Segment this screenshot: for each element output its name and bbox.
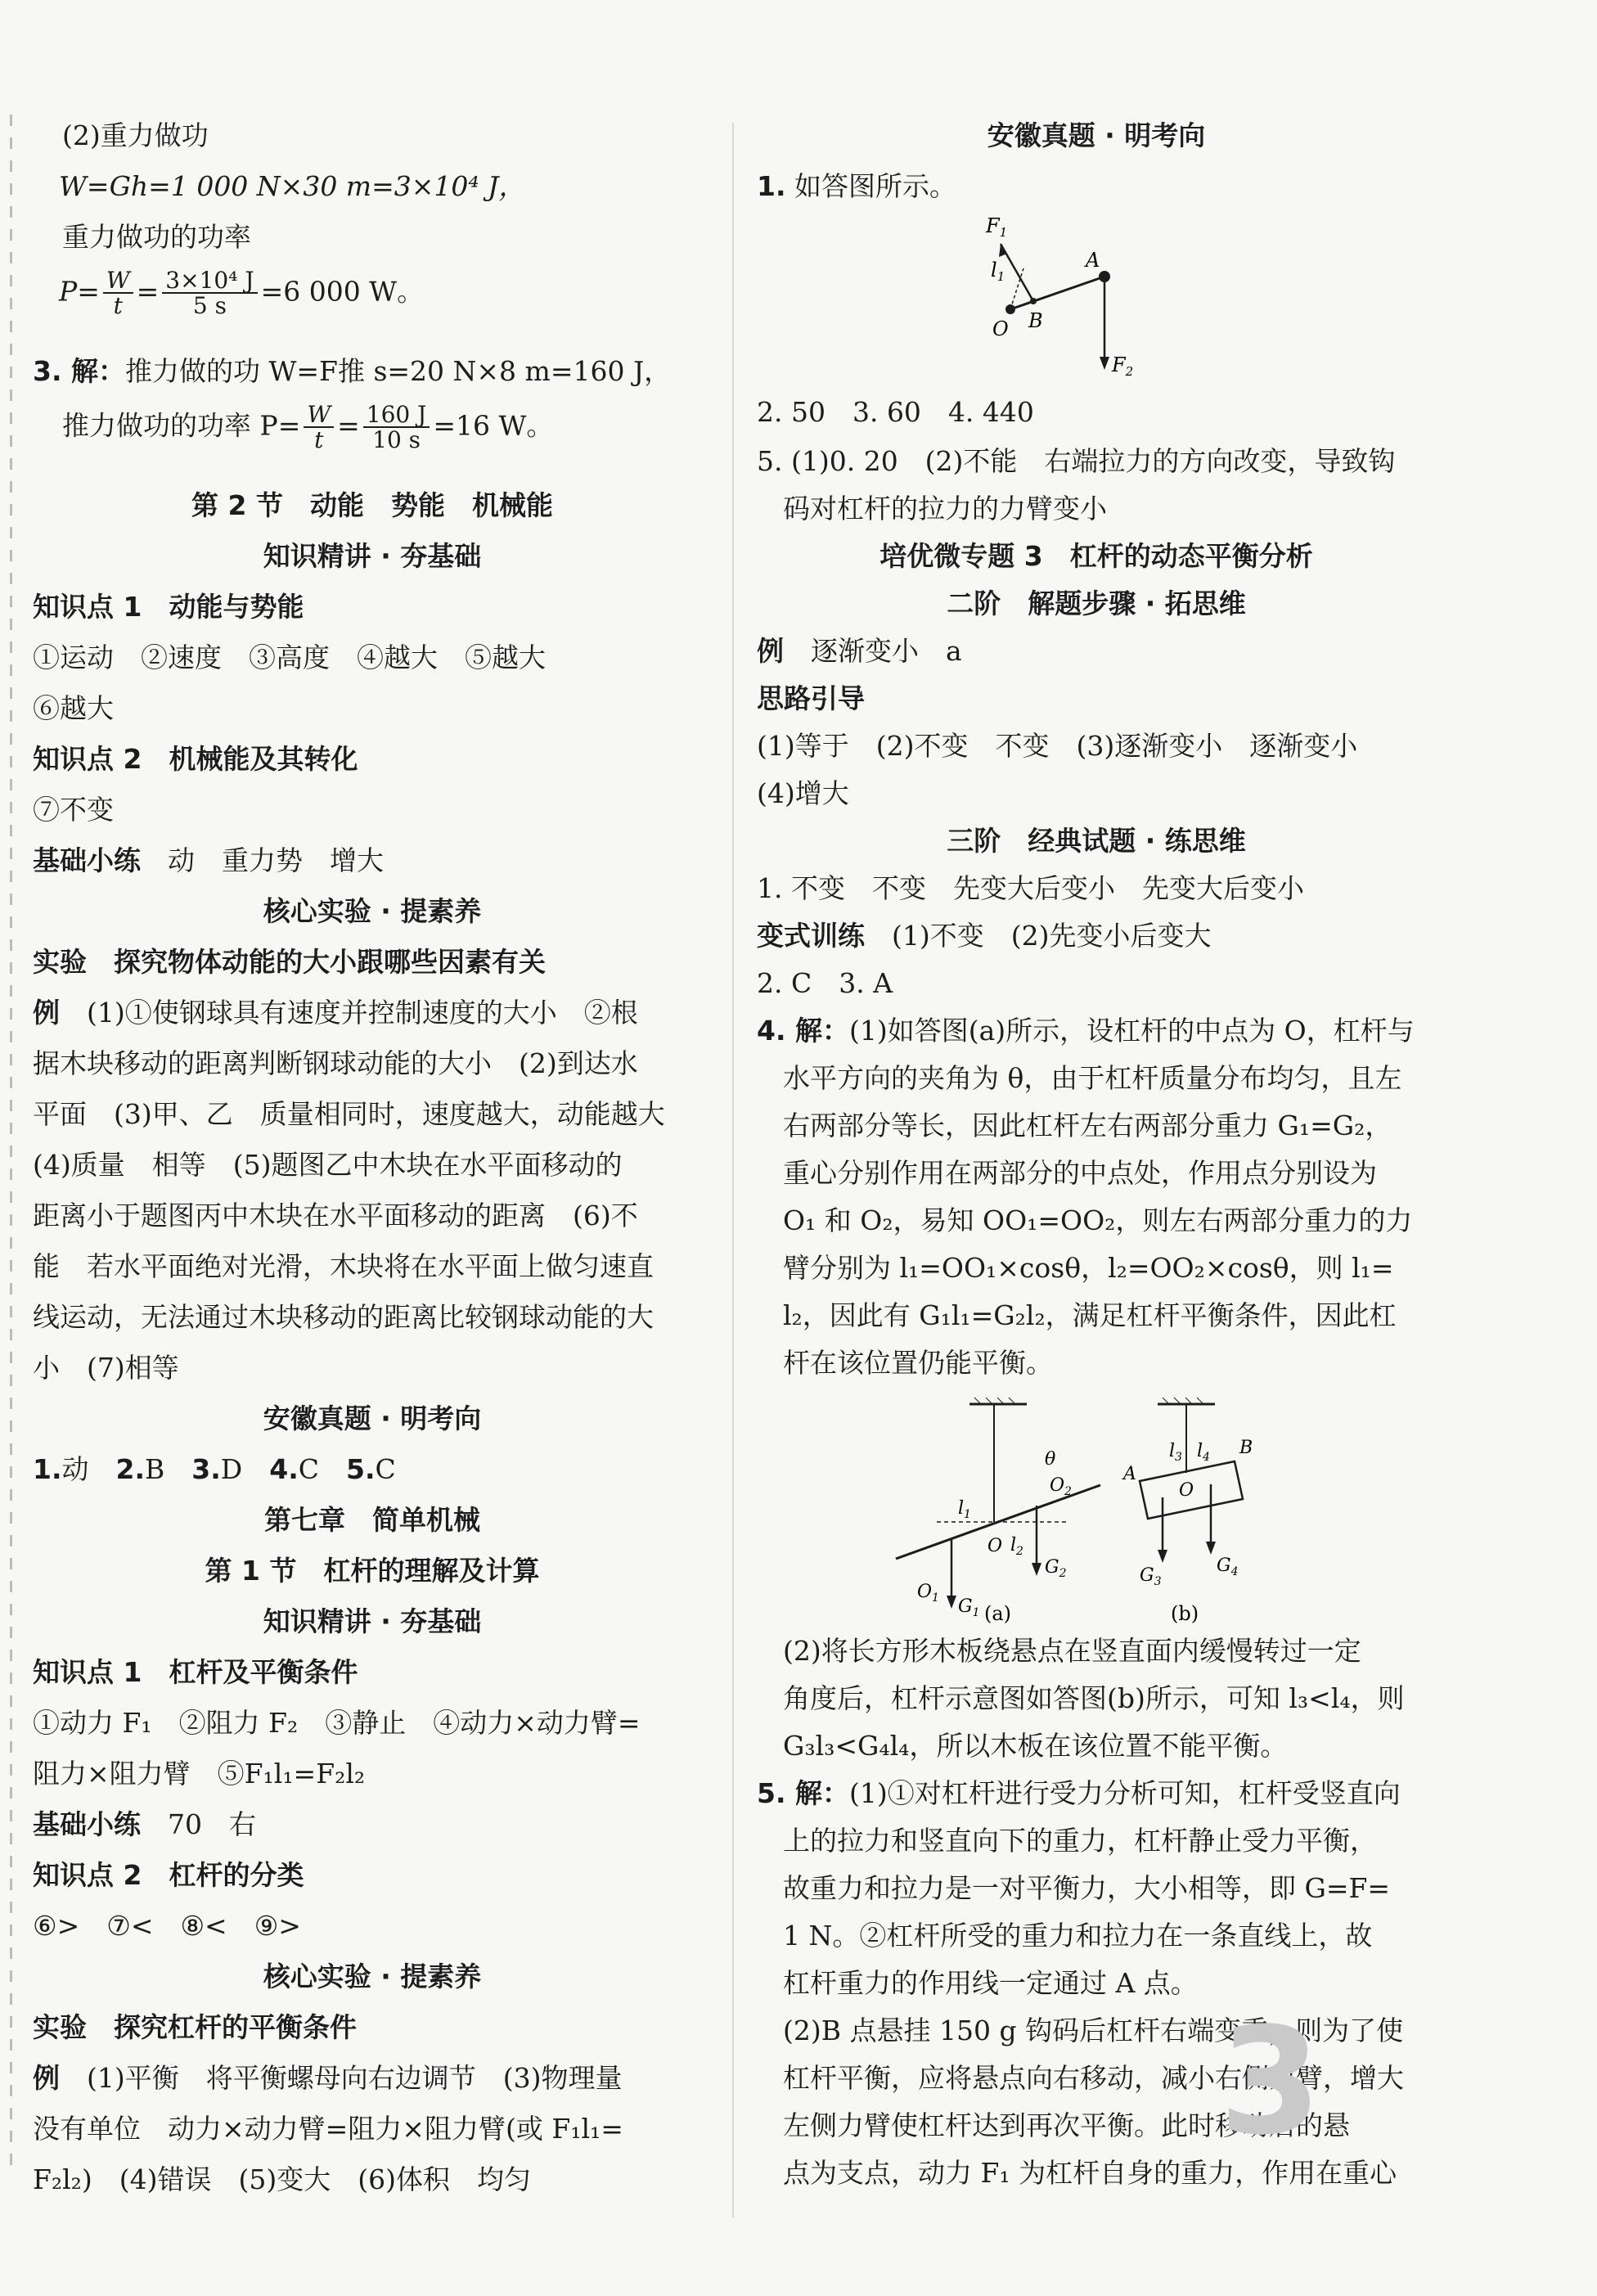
- subsection-heading: 核心实验 · 提素养: [263, 895, 482, 927]
- label-o: O: [992, 317, 1009, 340]
- subsection-heading: 知识精讲 · 夯基础: [263, 1605, 482, 1637]
- label-o1: $O_1$: [917, 1582, 939, 1605]
- text-line: ①动力 F₁ ②阻力 F₂ ③静止 ④动力×动力臂=: [33, 1707, 641, 1739]
- answers-line: 2. C 3. A: [757, 967, 893, 999]
- text-line: 据木块移动的距离判断钢球动能的大小 (2)到达水: [33, 1047, 638, 1079]
- experiment-title: 实验 探究杠杆的平衡条件: [33, 2011, 357, 2043]
- text-line: l₂，因此有 G₁l₁=G₂l₂，满足杠杆平衡条件，因此杠: [783, 1299, 1397, 1331]
- label-b: B: [1028, 309, 1043, 332]
- knowledge-point-heading: 知识点 2 机械能及其转化: [33, 743, 358, 775]
- label-f1: $F_1$: [986, 214, 1008, 240]
- text-line: ⑦不变: [33, 794, 114, 826]
- answer-1: 1. 如答图所示。: [757, 170, 956, 202]
- label-l2-a: $l_2$: [1010, 1535, 1023, 1558]
- text-line: 点为支点，动力 F₁ 为杠杆自身的重力，作用在重心: [783, 2157, 1397, 2189]
- knowledge-point-heading: 知识点 2 杠杆的分类: [33, 1859, 304, 1891]
- text-line: (2)将长方形木板绕悬点在竖直面内缓慢转过一定: [783, 1635, 1361, 1667]
- text-line: W=Gh=1 000 N×30 m=3×10⁴ J，: [59, 170, 526, 202]
- knowledge-point-heading: 知识点 1 杠杆及平衡条件: [33, 1656, 358, 1688]
- text-line: (2)B 点悬挂 150 g 钩码后杠杆右端变重，则为了使: [783, 2015, 1404, 2046]
- text-line: (1)等于 (2)不变 不变 (3)逐渐变小 逐渐变小: [757, 730, 1358, 762]
- subsection-heading: 安徽真题 · 明考向: [987, 119, 1206, 151]
- text-line: 右两部分等长，因此杠杆左右两部分重力 G₁=G₂，: [783, 1110, 1392, 1141]
- answer-3: 3. 解：推力做的功 W=F推 s=20 N×8 m=160 J，: [33, 355, 672, 387]
- text-line: 重心分别作用在两部分的中点处，作用点分别设为: [783, 1157, 1377, 1189]
- label-a: A: [1086, 249, 1100, 272]
- subsection-heading: 知识精讲 · 夯基础: [263, 540, 482, 572]
- answers-line: 2. 50 3. 60 4. 440: [757, 396, 1034, 428]
- label-o-a: O: [987, 1536, 1003, 1556]
- label-o-b: O: [1179, 1480, 1194, 1501]
- experiment-title: 实验 探究物体动能的大小跟哪些因素有关: [33, 946, 546, 978]
- formula-power: P= $\frac{W}{t}$ = $\frac{\text{3×10⁴ J}}{5 s}$ =6 000 W。: [59, 267, 425, 320]
- text-line: 小 (7)相等: [33, 1352, 179, 1384]
- page-number-watermark: 3: [1219, 1997, 1322, 2168]
- text-line: 臂分别为 l₁=OO₁×cosθ，l₂=OO₂×cosθ，则 l₁=: [783, 1252, 1394, 1284]
- lever-figure-2: [879, 1391, 1305, 1628]
- text-line: 没有单位 动力×动力臂=阻力×阻力臂(或 F₁l₁=: [33, 2113, 623, 2145]
- formula-push-power: 推力做功的功率 P= $\frac{W}{t}$ = $\frac{160 J}{10 s}$ =16 W。: [62, 401, 554, 454]
- text-line: 距离小于题图丙中木块在水平面移动的距离 (6)不: [33, 1200, 638, 1231]
- lever-rod: [1010, 277, 1104, 309]
- example-answer: 例 逐渐变小 a: [757, 635, 962, 667]
- text-line: 例 (1)①使钢球具有速度并控制速度的大小 ②根: [33, 997, 638, 1029]
- text-line: 1 N。②杠杆所受的重力和拉力在一条直线上，故: [783, 1920, 1373, 1952]
- text-line: ①运动 ②速度 ③高度 ④越大 ⑤越大: [33, 642, 546, 673]
- subsection-heading: 安徽真题 · 明考向: [263, 1402, 482, 1434]
- subsection-heading: 二阶 解题步骤 · 拓思维: [947, 588, 1246, 619]
- topic-heading: 培优微专题 3 杠杆的动态平衡分析: [879, 540, 1313, 572]
- label-f2: $F_2$: [1112, 353, 1134, 379]
- text-line: 杠杆平衡，应将悬点向右移动，减小右侧力臂，增大: [783, 2062, 1404, 2094]
- text-line: 5. (1)0. 20 (2)不能 右端拉力的方向改变，导致钩: [757, 445, 1396, 477]
- binding-margin: [10, 115, 12, 2177]
- label-g2: $G_2$: [1045, 1557, 1067, 1580]
- label-g4: $G_4$: [1217, 1555, 1239, 1578]
- knowledge-point-heading: 知识点 1 动能与势能: [33, 591, 304, 623]
- text-line: 杠杆重力的作用线一定通过 A 点。: [783, 1967, 1198, 1999]
- caption-b: (b): [1171, 1602, 1199, 1625]
- section-heading: 第 1 节 杠杆的理解及计算: [205, 1555, 540, 1587]
- label-theta: θ: [1045, 1449, 1056, 1470]
- text-line: 阻力×阻力臂 ⑤F₁l₁=F₂l₂: [33, 1758, 366, 1790]
- basic-practice: 基础小练 动 重力势 增大: [33, 844, 384, 876]
- text-line: G₃l₃<G₄l₄，所以木板在该位置不能平衡。: [783, 1730, 1288, 1762]
- text-line: ⑥越大: [33, 692, 114, 724]
- column-divider: [732, 123, 734, 2217]
- chapter-heading: 第七章 简单机械: [264, 1504, 480, 1536]
- text-line: 杆在该位置仍能平衡。: [783, 1347, 1053, 1379]
- label-o2: $O_2$: [1050, 1475, 1072, 1498]
- text-line: 角度后，杠杆示意图如答图(b)所示，可知 l₃<l₄，则: [783, 1682, 1405, 1714]
- hint-heading: 思路引导: [757, 682, 865, 714]
- text-line: 4. 解：(1)如答图(a)所示，设杠杆的中点为 O，杠杆与: [757, 1015, 1415, 1047]
- text-line: 例 (1)平衡 将平衡螺母向右边调节 (3)物理量: [33, 2062, 623, 2094]
- text-line: ⑥> ⑦< ⑧< ⑨>: [33, 1910, 301, 1942]
- text-line: O₁ 和 O₂，易知 OO₁=OO₂，则左右两部分重力的力: [783, 1204, 1413, 1236]
- label-g3: $G_3$: [1140, 1565, 1162, 1588]
- text-line: 水平方向的夹角为 θ，由于杠杆质量分布均匀，且左: [783, 1062, 1402, 1094]
- text-line: 5. 解：(1)①对杠杆进行受力分析可知，杠杆受竖直向: [757, 1777, 1401, 1809]
- text-line: (2)重力做功: [62, 119, 209, 151]
- text-line: 故重力和拉力是一对平衡力，大小相等，即 G=F=: [783, 1872, 1391, 1904]
- basic-practice: 基础小练 70 右: [33, 1808, 256, 1840]
- text-line: 平面 (3)甲、乙 质量相同时，速度越大，动能越大: [33, 1098, 665, 1130]
- label-g1: $G_1$: [958, 1596, 980, 1619]
- text-line: 上的拉力和竖直向下的重力，杠杆静止受力平衡，: [783, 1825, 1377, 1857]
- text-line: F₂l₂) (4)错误 (5)变大 (6)体积 均匀: [33, 2163, 532, 2195]
- subsection-heading: 三阶 经典试题 · 练思维: [947, 825, 1246, 857]
- text-line: (4)质量 相等 (5)题图乙中木块在水平面移动的: [33, 1149, 623, 1181]
- label-b-b: B: [1239, 1438, 1253, 1458]
- subsection-heading: 核心实验 · 提素养: [263, 1961, 482, 1992]
- section-heading: 第 2 节 动能 势能 机械能: [191, 489, 553, 521]
- text-line: (4)增大: [757, 777, 849, 809]
- caption-a: (a): [984, 1602, 1012, 1625]
- label-l4: $l_4$: [1197, 1441, 1210, 1464]
- text-line: 1. 不变 不变 先变大后变小 先变大后变小: [757, 872, 1304, 904]
- text-line: 线运动，无法通过木块移动的距离比较钢球动能的大: [33, 1301, 654, 1333]
- label-l1-a: $l_1$: [958, 1498, 971, 1521]
- label-a-b: A: [1123, 1464, 1136, 1484]
- text-line: 左侧力臂使杠杆达到再次平衡。此时移动后的悬: [783, 2109, 1350, 2141]
- label-l1: $l_1$: [991, 259, 1005, 284]
- label-l3: $l_3$: [1169, 1441, 1182, 1464]
- variant-training: 变式训练 (1)不变 (2)先变小后变大: [757, 920, 1212, 952]
- lever-figure-1: [978, 211, 1190, 391]
- answers-line: 1.动 2.B 3.D 4.C 5.C: [33, 1453, 396, 1485]
- text-line: 重力做功的功率: [62, 221, 251, 253]
- text-line: 码对杠杆的拉力的力臂变小: [783, 493, 1107, 524]
- text-line: 能 若水平面绝对光滑，木块将在水平面上做匀速直: [33, 1250, 654, 1282]
